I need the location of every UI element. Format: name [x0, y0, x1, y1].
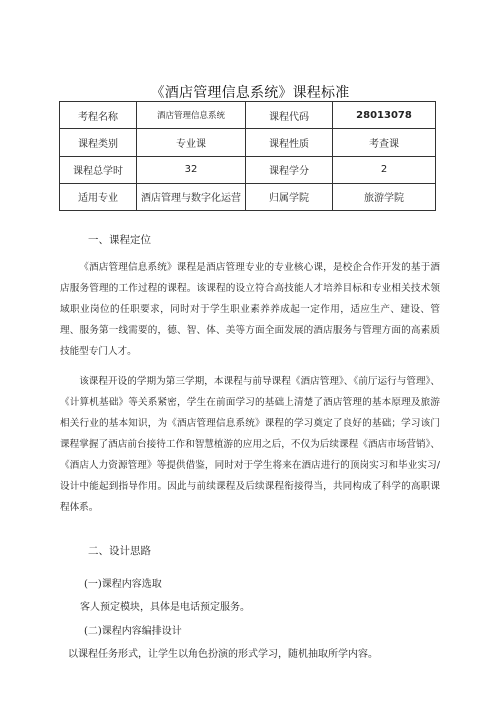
subheading-content-selection: (一)课程内容选取 — [84, 579, 162, 590]
table-cell-value: 28013078 — [333, 102, 436, 129]
course-info-table — [59, 101, 436, 211]
table-cell-value: 专业课 — [137, 129, 246, 156]
table-cell-label: 课程性质 — [246, 129, 333, 156]
section-heading-positioning: 一、课程定位 — [88, 234, 151, 246]
table-cell-label: 课程代码 — [246, 102, 333, 129]
content-arrangement-text: 以课程任务形式，让学生以角色扮演的形式学习，随机抽取所学内容。 — [68, 649, 378, 660]
paragraph-relations: 该课程开设的学期为第三学期，本课程与前导课程《酒店管理》、《前厅运行与管理》、《计算机基础》等关系紧密，学生在前面学习的基础上清楚了酒店管理的基本原理及旅游相关行业的基本知识，为《酒店管理信息系统》课程的学习奠定了良好的基础；学习该门课程掌握了酒店前台接待工作和智慧植游的应用之后，不仅为后续课程《酒店市场营销》、《酒店人力资源管理》等提供借鉴，同时对于学生将来在酒店进行的顶岗实习和毕业实习/设计中能起到指导作用。因此与前续课程及后续课程衔接得当，共同构成了科学的高职课程体系。 — [60, 376, 440, 513]
subheading-content-arrangement: (二)课程内容编排设计 — [84, 626, 182, 637]
table-cell-label: 考程名称 — [60, 102, 137, 129]
table-row — [60, 129, 436, 156]
table-cell-label: 归属学院 — [246, 183, 333, 210]
paragraph-positioning: 《酒店管理信息系统》课程是酒店管理专业的专业核心课，是校企合作开发的基于酒店服务管理的工作过程的课程。该课程的设立符合高技能人才培养目标和专业相关技术领域职业岗位的任职要求，同时对于学生职业素养养成起一定作用，适应生产、建设、管理、服务第一线需要的，德、智、体、美等方面全面发展的酒店服务与管理方面的高素质技能型专门人才。 — [60, 262, 440, 357]
table-cell-value: 2 — [333, 156, 436, 183]
table-row — [60, 102, 436, 129]
table-cell-value: 32 — [137, 156, 246, 183]
table-row — [60, 183, 436, 210]
table-cell-label: 适用专业 — [60, 183, 137, 210]
table-cell-value: 酒店管理信息系统 — [137, 102, 246, 129]
section-heading-design: 二、设计思路 — [88, 545, 151, 557]
page-title: 《酒店管理信息系统》课程标准 — [150, 85, 350, 101]
table-cell-label: 课程总学时 — [60, 156, 137, 183]
table-cell-label: 课程学分 — [246, 156, 333, 183]
table-cell-value: 酒店管理与数字化运营 — [137, 183, 246, 210]
table-cell-label: 课程类别 — [60, 129, 137, 156]
content-selection-text: 客人预定模块，具体是电话预定服务。 — [80, 602, 250, 613]
table-row — [60, 156, 436, 183]
table-cell-value: 考查课 — [333, 129, 436, 156]
table-cell-value: 旅游学院 — [333, 183, 436, 210]
